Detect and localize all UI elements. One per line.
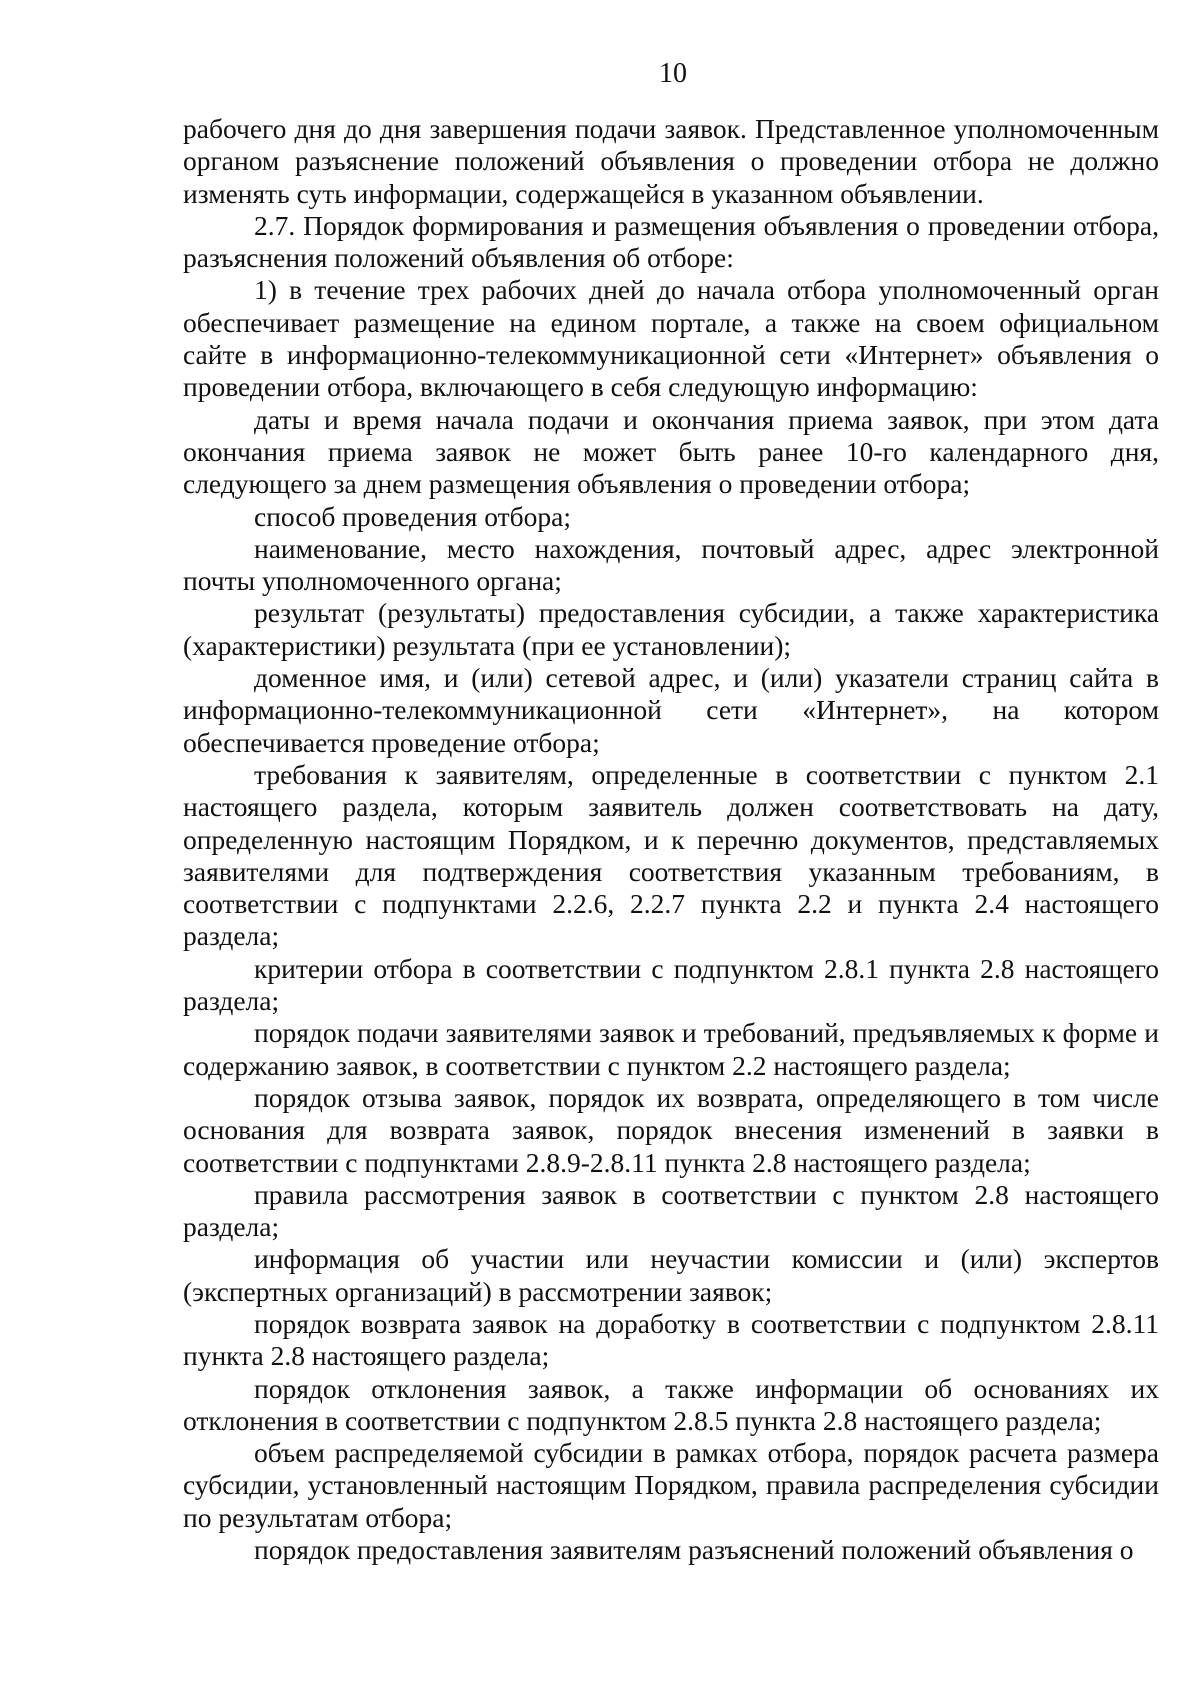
list-item: порядок отклонения заявок, а также информации об основаниях их отклонения в соответствии с подпунктом 2.8.5 пункта 2.8 настоящего раздела; <box>183 1372 1159 1436</box>
list-item: способ проведения отбора; <box>254 500 571 532</box>
list-item: наименование, место нахождения, почтовый адрес, адрес электронной почты уполномоченного органа; <box>183 532 1159 597</box>
list-item: информация об участии или неучастии комиссии и (или) экспертов (экспертных организаций) в рассмотрении заявок; <box>183 1243 1159 1307</box>
list-item: критерии отбора в соответствии с подпунктом 2.8.1 пункта 2.8 настоящего раздела; <box>183 952 1159 1017</box>
list-item: требования к заявителям, определенные в соответствии с пунктом 2.1 настоящего раздела, которым заявитель должен соответствовать на дату, определенную настоящим Порядком, и к перечню документов, представляемых заявителями для подтверждения соответствия указанным требованиям, в соответствии с подпунктами 2.2.6, 2.2.7 пункта 2.2 и пункта 2.4 настоящего раздела; <box>183 758 1159 952</box>
list-item: результат (результаты) предоставления субсидии, а также характеристика (характеристики) результата (при ее установлении); <box>183 597 1159 661</box>
list-item: доменное имя, и (или) сетевой адрес, и (или) указатели страниц сайта в информационно-телекоммуникационной сети «Интернет», на котором обеспечивается проведение отбора; <box>183 662 1159 758</box>
list-item: объем распределяемой субсидии в рамках отбора, порядок расчета размера субсидии, установленный настоящим Порядком, правила распределения субсидии по результатам отбора; <box>183 1437 1159 1533</box>
list-item: порядок предоставления заявителям разъяснений положений объявления о <box>254 1534 1134 1566</box>
document-body <box>183 113 1159 1566</box>
paragraph: 1) в течение трех рабочих дней до начала отбора уполномоченный орган обеспечивает размещение на едином портале, а также на своем официальном сайте в информационно-телекоммуникационной сети «Интернет» объявления о проведении отбора, включающего в себя следующую информацию: <box>183 274 1159 403</box>
list-item: порядок отзыва заявок, порядок их возврата, определяющего в том числе основания для возврата заявок, порядок внесения изменений в заявки в соответствии с подпунктами 2.8.9-2.8.11 пункта 2.8 настоящего раздела; <box>183 1081 1159 1178</box>
list-item: порядок возврата заявок на доработку в соответствии с подпунктом 2.8.11 пункта 2.8 настоящего раздела; <box>183 1307 1159 1372</box>
paragraph: рабочего дня до дня завершения подачи заявок. Представленное уполномоченным органом разъяснение положений объявления о проведении отбора не должно изменять суть информации, содержащейся в указанном объявлении. <box>183 113 1159 209</box>
section-heading-2-7: 2.7. Порядок формирования и размещения объявления о проведении отбора, разъяснения положений объявления об отборе: <box>183 209 1159 274</box>
list-item: правила рассмотрения заявок в соответствии с пунктом 2.8 настоящего раздела; <box>183 1178 1159 1243</box>
list-item: порядок подачи заявителями заявок и требований, предъявляемых к форме и содержанию заявок, в соответствии с пунктом 2.2 настоящего раздела; <box>183 1017 1159 1081</box>
list-item: даты и время начала подачи и окончания приема заявок, при этом дата окончания приема заявок не может быть ранее 10-го календарного дня, следующего за днем размещения объявления о проведении отбора; <box>183 403 1159 500</box>
page-number: 10 <box>659 58 687 89</box>
